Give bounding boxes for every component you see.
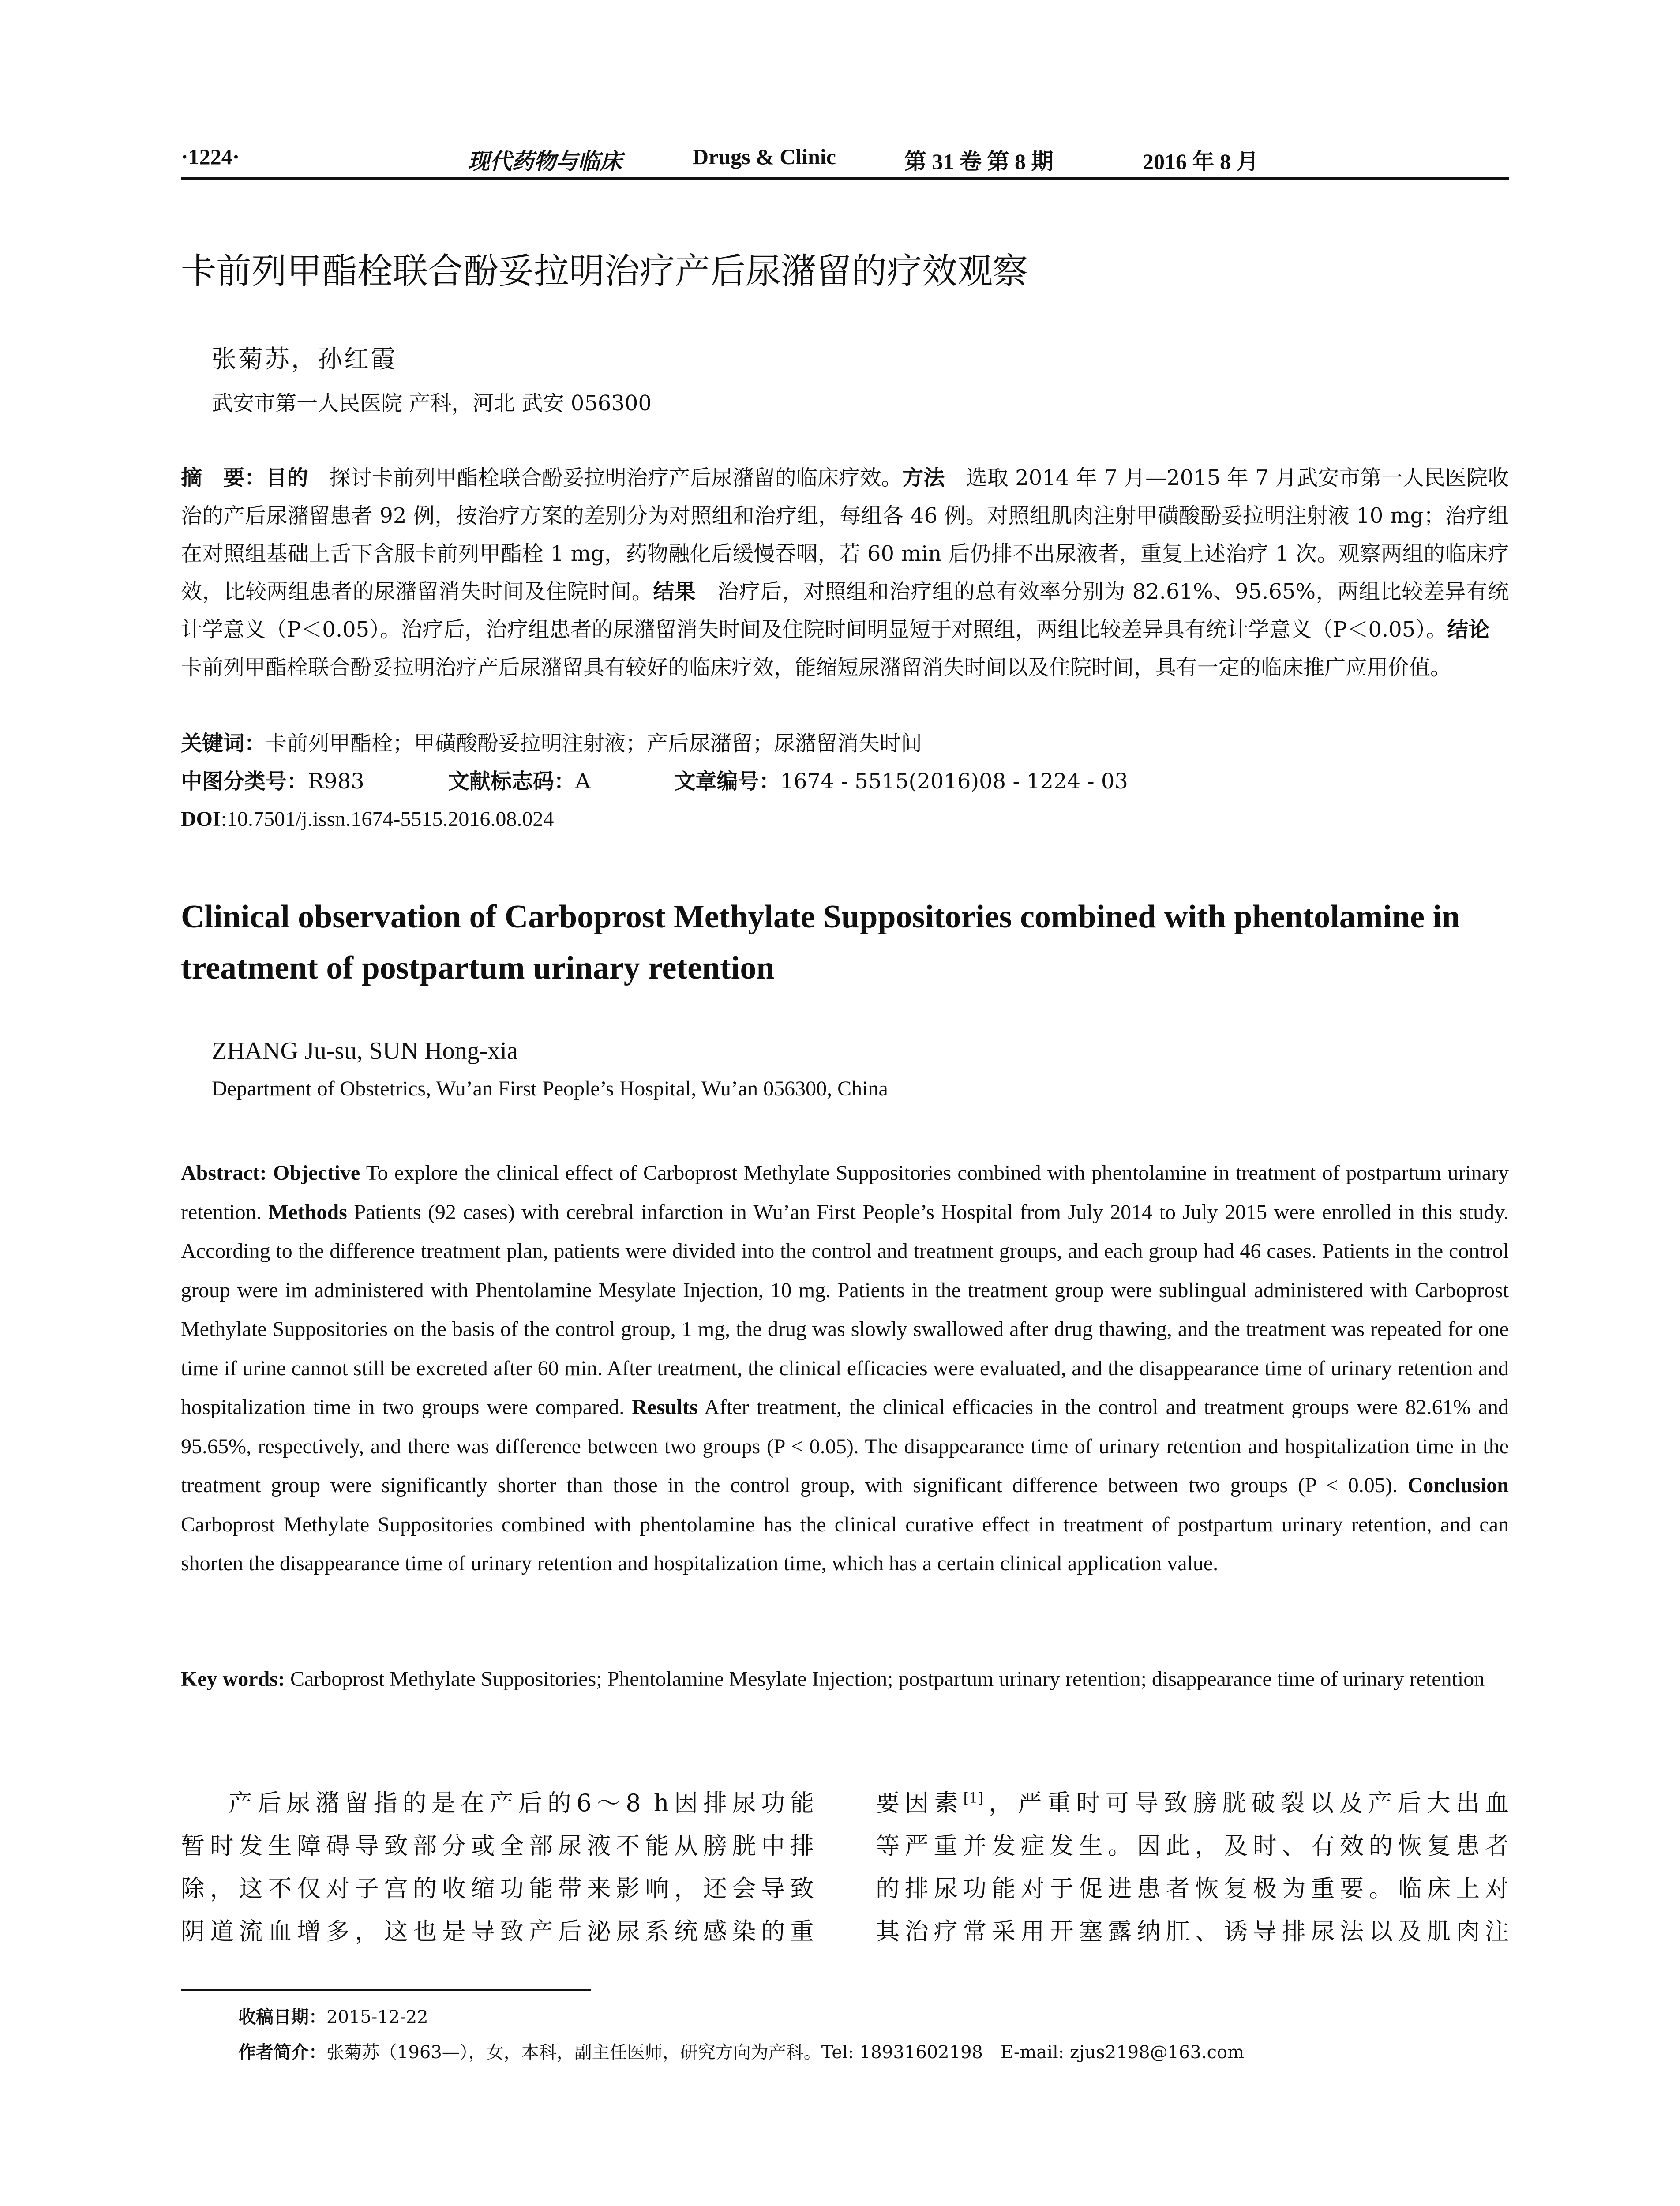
keywords-label-en: Key words:: [181, 1667, 285, 1691]
results-label-en: Results: [632, 1396, 698, 1419]
affiliation-en: Department of Obstetrics, Wu’an First People’s Hospital, Wu’an 056300, China: [212, 1077, 888, 1100]
running-header: [181, 142, 1509, 180]
body-line: 暂时发生障碍导致部分或全部尿液不能从膀胱中排: [181, 1832, 814, 1860]
abstract-en: [181, 1154, 1509, 1583]
footnote-divider: [181, 1989, 591, 1991]
body-column-left: [181, 1782, 814, 1953]
body-line: [876, 1782, 1509, 1824]
article-title-en: Clinical observation of Carboprost Methylate Suppositories combined with phentolamine in treatment of postpartum urinary retention: [181, 899, 1460, 986]
issue-date: 2016 年 8 月: [1143, 149, 1259, 174]
journal-name-en: Drugs & Clinic: [693, 144, 836, 169]
objective-label-cn: 目的: [266, 465, 308, 490]
conclusion-label-cn: 结论: [1447, 617, 1490, 642]
results-text-cn: 治疗后，对照组和治疗组的总有效率分别为 82.61%、95.65%，两组比较差异有统计学意义（P＜0.05）。治疗后，治疗组患者的尿潴留消失时间及住院时间明显短于对照组，两组比较差异具有统计学意义（P＜0.05）。: [181, 579, 1509, 642]
author-bio-label: 作者简介：: [238, 2042, 326, 2063]
methods-label-en: Methods: [268, 1200, 347, 1224]
abstract-label-en: Abstract: Objective: [181, 1161, 360, 1185]
body-line: 的排尿功能对于促进患者恢复极为重要。临床上对: [876, 1875, 1509, 1902]
body-line: 除，这不仅对子宫的收缩功能带来影响，还会导致: [181, 1875, 814, 1902]
doc-code-label: 文献标志码：: [448, 769, 575, 794]
objective-text-cn: 探讨卡前列甲酯栓联合酚妥拉明治疗产后尿潴留的临床疗效。: [308, 465, 903, 490]
conclusion-text-en: Carboprost Methylate Suppositories combined with phentolamine has the clinical curative effect in treatment of postpartum urinary retention, and can shorten the disappearance time of urinary retention and hospitalization time, which has a certain clinical application value.: [181, 1512, 1509, 1575]
footnote-author: [238, 2038, 1244, 2063]
abstract-label-cn: 摘 要：: [181, 465, 266, 490]
keywords-text-en: Carboprost Methylate Suppositories; Phentolamine Mesylate Injection; postpartum urinary retention; disappearance time of urinary retention: [285, 1667, 1485, 1691]
methods-text-en: Patients (92 cases) with cerebral infarction in Wu’an First People’s Hospital from July 2014 to July 2015 were enrolled in this study. According to the difference treatment plan, patients were divided into the control and treatment groups, and each group had 46 cases. Patients in the control group were im administered with Phentolamine Mesylate Injection, 10 mg. Patients in the treatment group were sublingual administered with Carboprost Methylate Suppositories on the basis of the control group, 1 mg, the drug was slowly swallowed after drug thawing, and the treatment was repeated for one time if urine cannot still be excreted after 60 min. After treatment, the clinical efficacies were evaluated, and the disappearance time of urinary retention and hospitalization time in two groups were compared.: [181, 1200, 1509, 1419]
methods-text-cn: 选取 2014 年 7 月—2015 年 7 月武安市第一人民医院收治的产后尿潴留患者 92 例，按治疗方案的差别分为对照组和治疗组，每组各 46 例。对照组肌肉注射甲磺酸酚妥拉明注射液 10 mg；治疗组在对照组基础上舌下含服卡前列甲酯栓 1 mg，药物融化后缓慢吞咽，若 60 min 后仍排不出尿液者，重复上述治疗 1 次。观察两组的临床疗效，比较两组患者的尿潴留消失时间及住院时间。: [181, 465, 1509, 604]
doi-label: DOI: [181, 807, 221, 831]
results-label-cn: 结果: [653, 579, 696, 604]
received-label: 收稿日期：: [238, 2007, 326, 2027]
authors-en: ZHANG Ju-su, SUN Hong-xia: [212, 1037, 518, 1065]
author-bio: 张菊苏（1963—），女，本科，副主任医师，研究方向为产科。Tel: 18931602198 E-mail: zjus2198@163.com: [326, 2042, 1245, 2063]
keywords-cn: [181, 724, 1509, 762]
abstract-cn: [181, 459, 1509, 687]
clc-label: 中图分类号：: [181, 769, 308, 794]
affiliation-cn: 武安市第一人民医院 产科，河北 武安 056300: [212, 391, 652, 416]
doi-value: :10.7501/j.issn.1674-5515.2016.08.024: [221, 807, 554, 831]
results-text-en: After treatment, the clinical efficacies in the control and treatment groups were 82.61% and 95.65%, respectively, and there was difference between two groups (P < 0.05). The disappearance time of urinary retention and hospitalization time in the treatment group were significantly shorter than those in the control group, with significant difference between two groups (P < 0.05).: [181, 1396, 1509, 1497]
authors-cn: 张菊苏，孙红霞: [212, 345, 397, 374]
citation-ref[interactable]: [1]: [963, 1790, 983, 1806]
article-no-value: 1674 - 5515(2016)08 - 1224 - 03: [780, 769, 1128, 794]
keywords-en: [181, 1660, 1509, 1699]
body-line: 等严重并发症发生。因此，及时、有效的恢复患者: [876, 1832, 1509, 1860]
clc-value: R983: [308, 769, 364, 794]
doi-line: [181, 800, 1509, 838]
footnote-received: [238, 2003, 428, 2028]
article-title-cn: 卡前列甲酯栓联合酚妥拉明治疗产后尿潴留的疗效观察: [181, 251, 1028, 292]
keywords-text-cn: 卡前列甲酯栓；甲磺酸酚妥拉明注射液；产后尿潴留；尿潴留消失时间: [266, 731, 922, 756]
article-no-label: 文章编号：: [674, 769, 780, 794]
body-line: 其治疗常采用开塞露纳肛、诱导排尿法以及肌肉注: [876, 1917, 1509, 1945]
body-text: ，严重时可导致膀胱破裂以及产后大出血: [983, 1789, 1509, 1817]
objective-text-en: To explore the clinical effect of Carboprost Methylate Suppositories combined with phentolamine in treatment of postpartum urinary retention.: [181, 1161, 1509, 1224]
body-text: 要因素: [876, 1789, 964, 1817]
classification-line: [181, 762, 1509, 800]
body-line: 阴道流血增多，这也是导致产后泌尿系统感染的重: [181, 1917, 814, 1945]
conclusion-label-en: Conclusion: [1407, 1474, 1509, 1497]
volume-issue: 第 31 卷 第 8 期: [904, 149, 1054, 174]
page-number: ·1224·: [181, 144, 240, 169]
body-column-right: [876, 1782, 1509, 1953]
journal-name-cn: 现代药物与临床: [468, 149, 622, 174]
keywords-label-cn: 关键词：: [181, 731, 266, 756]
received-date: 2015-12-22: [326, 2007, 428, 2027]
conclusion-text-cn: 卡前列甲酯栓联合酚妥拉明治疗产后尿潴留具有较好的临床疗效，能缩短尿潴留消失时间以及住院时间，具有一定的临床推广应用价值。: [181, 617, 1511, 680]
body-line: 产后尿潴留指的是在产后的6～8 h因排尿功能: [229, 1789, 814, 1817]
methods-label-cn: 方法: [902, 465, 945, 490]
doc-code-value: A: [575, 769, 591, 794]
